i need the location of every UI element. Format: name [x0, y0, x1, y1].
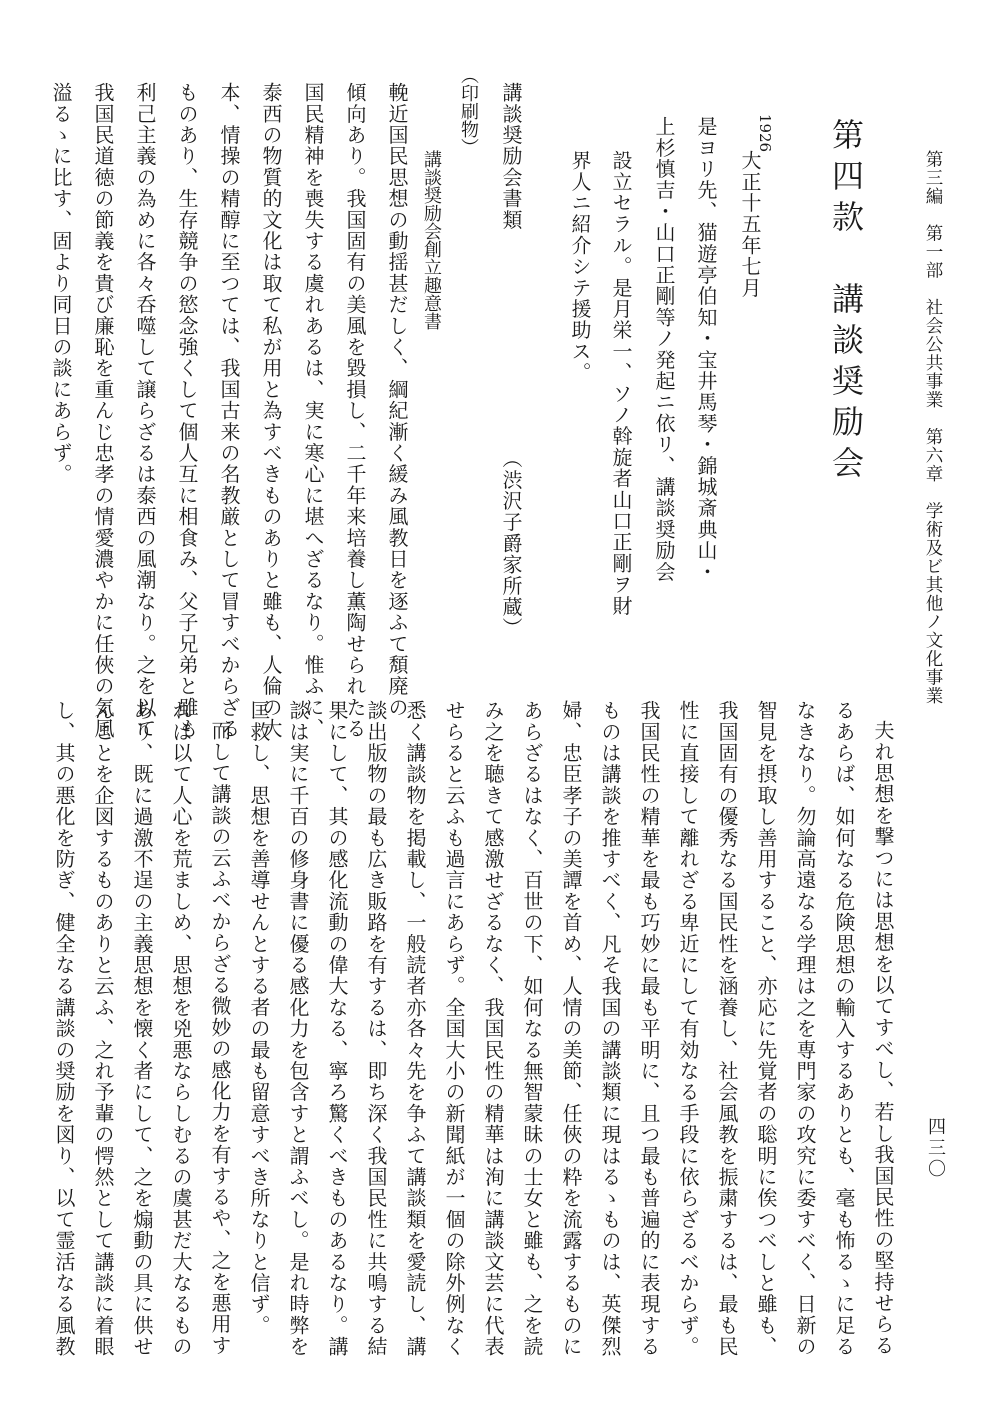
- upper-body-line: 我国民道徳の節義を貴び廉恥を重んじ忠孝の情愛濃やかに任俠の気風: [91, 82, 115, 740]
- document-type: （印刷物）: [458, 66, 479, 156]
- page-number: 四三〇: [925, 1117, 946, 1180]
- entry-line: 是ヨリ先、猫遊亭伯知・宝井馬琴・錦城斎典山・: [694, 116, 718, 583]
- upper-body-line: 泰西の物質的文化は取て私が用と為すべきものありと雖も、人倫の大: [259, 82, 283, 740]
- document-subtitle: 講談奨励会創立趣意書: [421, 150, 442, 330]
- lower-body-line: 我国固有の優秀なる国民性を涵養し、社会風教を振粛するは、最も民: [715, 700, 739, 1358]
- lower-body-line: 談は実に千百の修身書に優る感化力を包含すと謂ふべし。是れ時弊を: [286, 700, 310, 1358]
- lower-body-line: 夫れ思想を撃つには思想を以てすべし、若し我国民性の堅持せらる: [871, 720, 895, 1356]
- lower-body-line: み之を聴きて感激せざるなく、我国民性の精華は洵に講談文芸に代表: [481, 700, 505, 1358]
- lower-body-line: 悉く講談物を掲載し、一般読者亦各々先を争ふて講談類を愛読し、講: [403, 700, 427, 1358]
- running-head: 第三編 第一部 社会公共事業 第六章 学術及ビ其他ノ文化事業: [923, 150, 943, 705]
- entry-date: 大正十五年七月: [738, 150, 762, 299]
- lower-body-line: れば以て人心を荒ましめ、思想を兇悪ならしむるの虞甚だ大なるもの: [169, 700, 193, 1358]
- year-western: 1926: [756, 113, 775, 153]
- lower-body-line: 智見を摂取し善用すること、亦応に先覚者の聡明に俟つべしと雖も、: [754, 700, 778, 1358]
- lower-body-line: あらざるはなく、百世の下、如何なる無智蒙昧の士女と雖も、之を読: [520, 700, 544, 1358]
- upper-body-line: 輓近国民思想の動揺甚だしく、綱紀漸く緩み風教日を逐ふて頽廃の: [385, 82, 409, 719]
- entry-line: 界人ニ紹介シテ援助ス。: [568, 150, 592, 384]
- lower-body-line: 而して講談の云ふべからざる微妙の感化力を有するや、之を悪用す: [208, 720, 232, 1356]
- lower-body-line: 我国民性の精華を最も巧妙に最も平明に、且つ最も普遍的に表現する: [637, 700, 661, 1358]
- lower-body-line: なきなり。勿論高遠なる学理は之を専門家の攻究に委すべく、日新の: [793, 700, 817, 1358]
- upper-body-line: 傾向あり。我国固有の美風を毀損し、二千年来培養し薫陶せられたる: [343, 82, 367, 740]
- lower-body-line: ものは講談を推すべく、凡そ我国の講談類に現はるゝものは、英傑烈: [598, 700, 622, 1358]
- entry-line: 上杉慎吉・山口正剛等ノ発起ニ依リ、講談奨励会: [652, 116, 676, 583]
- lower-body-line: 婦、忠臣孝子の美譚を首め、人情の美節、任俠の粋を流露するものに: [559, 700, 583, 1358]
- document-title: 講談奨励会書類: [499, 82, 523, 231]
- upper-body-line: ものあり、生存競争の慾念強くして個人互に相食み、父子兄弟と雖も: [175, 82, 199, 740]
- upper-body-line: 溢るゝに比す、固より同日の談にあらず。: [49, 82, 73, 485]
- lower-body-line: んことを企図するものありと云ふ、之れ予輩の愕然として講談に着眼: [91, 700, 115, 1358]
- lower-body-line: 性に直接して離れざる卑近にして有効なる手段に依らざるべからず。: [676, 700, 700, 1358]
- lower-body-line: し、其の悪化を防ぎ、健全なる講談の奨励を図り、以て霊活なる風教: [52, 700, 76, 1358]
- section-heading: 第四款 講談奨励会: [827, 118, 865, 487]
- lower-body-line: 匡救し、思想を善導せんとする者の最も留意すべき所なりと信ず。: [247, 700, 271, 1336]
- lower-body-line: 談出版物の最も広き販路を有するは、即ち深く我国民性に共鳴する結: [364, 700, 388, 1358]
- upper-body-line: 本、情操の精醇に至つては、我国古来の名教厳として冒すべからざる: [217, 82, 241, 740]
- lower-body-line: あり、既に過激不逞の主義思想を懐く者にして、之を煽動の具に供せ: [130, 700, 154, 1358]
- entry-line: 設立セラル。是月栄一、ソノ斡旋者山口正剛ヲ財: [609, 150, 633, 617]
- lower-body-line: るあらば、如何なる危険思想の輸入するありとも、毫も怖るゝに足る: [832, 700, 856, 1358]
- upper-body-line: 利己主義の為めに各々呑噬して譲らざるは泰西の風潮なり。之を以て: [133, 82, 157, 740]
- document-source: （渋沢子爵家所蔵）: [499, 448, 523, 639]
- lower-body-line: 果にして、其の感化流動の偉大なる、寧ろ驚くべきものあるなり。講: [325, 700, 349, 1358]
- lower-body-line: せらると云ふも過言にあらず。全国大小の新聞紙が一個の除外例なく: [442, 700, 466, 1358]
- upper-body-line: 国民精神を喪失する虞れあるは、実に寒心に堪へざるなり。惟ふに、: [301, 82, 325, 740]
